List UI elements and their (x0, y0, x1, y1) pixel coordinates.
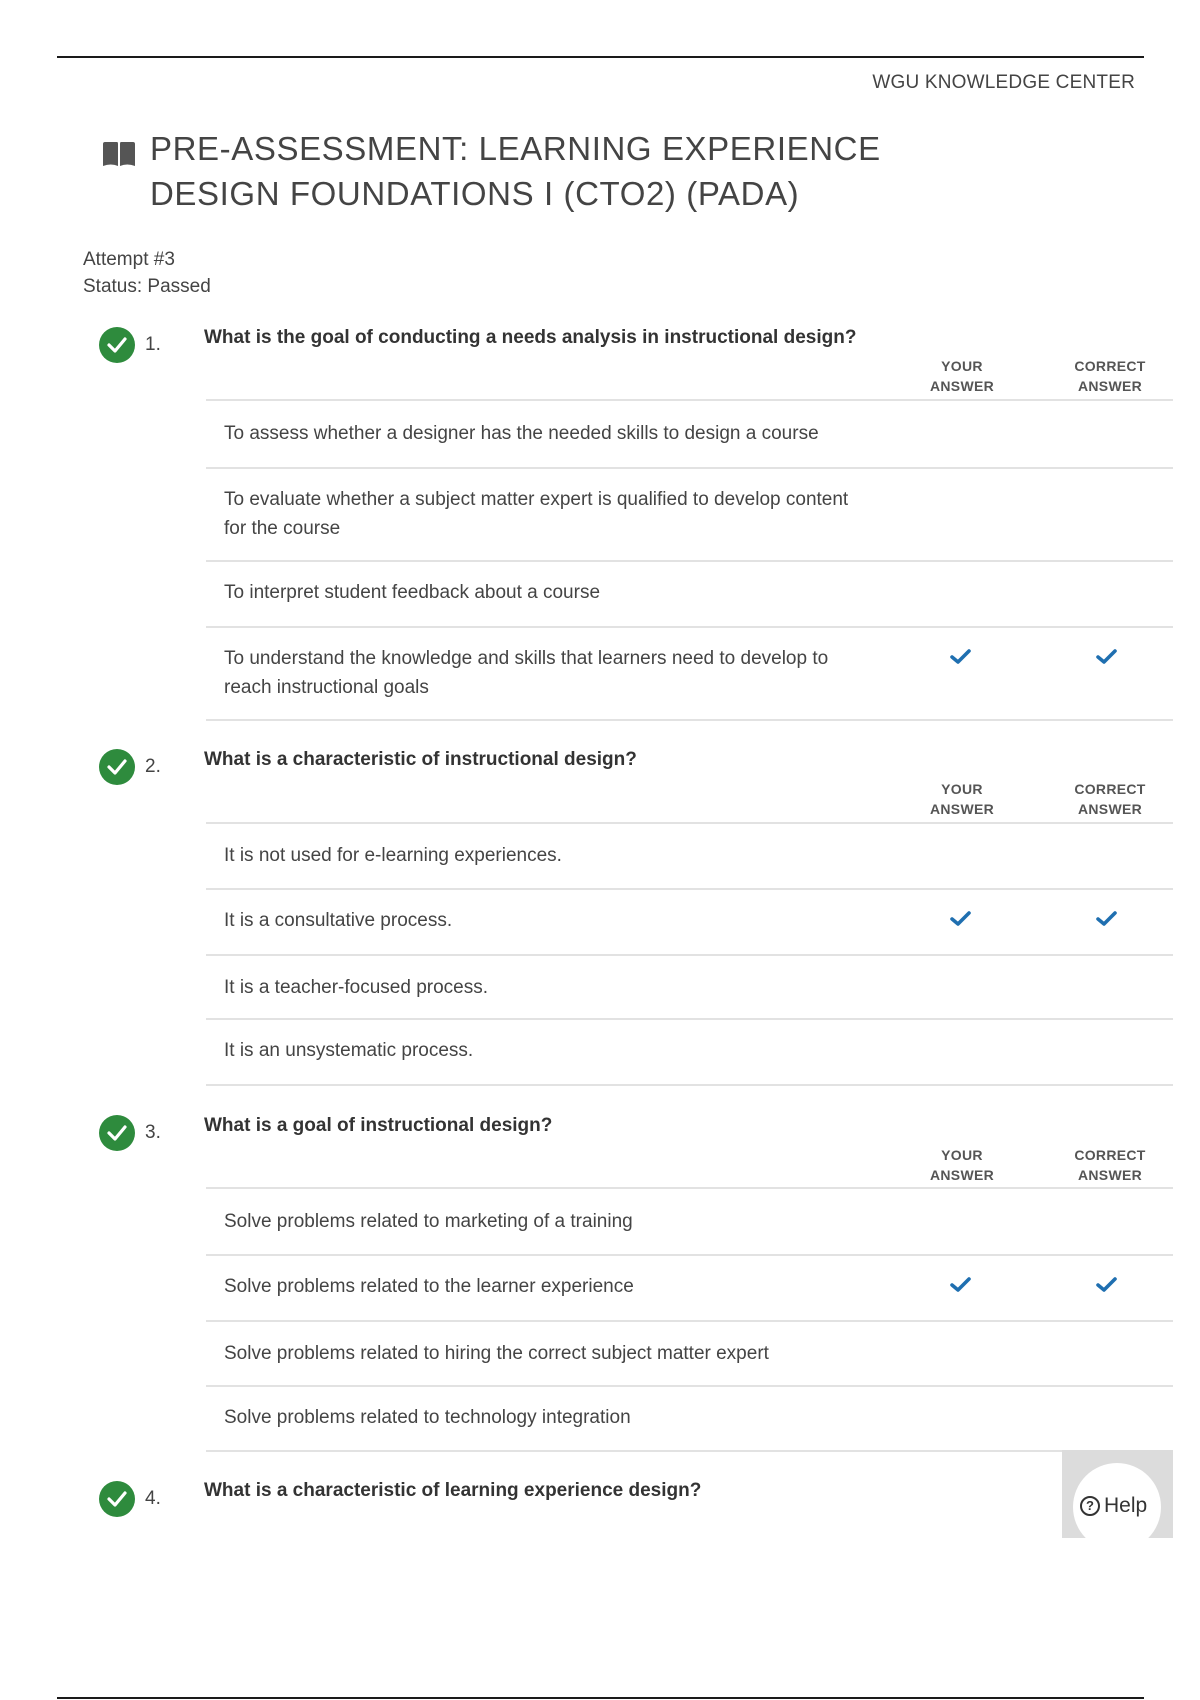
correct-check-icon (99, 1481, 135, 1517)
correct-answer-header: CORRECT ANSWER (1074, 358, 1146, 394)
answer-row (206, 469, 1173, 562)
page-title: PRE-ASSESSMENT: LEARNING EXPERIENCE DESIGN FOUNDATIONS I (CTO2) (PADA) (150, 130, 881, 212)
bottom-divider (57, 1697, 1144, 1699)
correct-check-icon (99, 1115, 135, 1151)
answer-row (206, 1020, 1173, 1086)
correct-answer-check-icon (1096, 910, 1118, 928)
correct-check-icon (99, 749, 135, 785)
answer-row (206, 1322, 1173, 1387)
top-divider (57, 56, 1144, 58)
attempt-info (83, 246, 211, 300)
answer-row (206, 824, 1173, 890)
answer-row (206, 562, 1173, 628)
question-text: What is a characteristic of learning experience design? (204, 1480, 702, 1501)
answer-text: Solve problems related to technology integration (224, 1407, 631, 1428)
org-name: WGU KNOWLEDGE CENTER (872, 72, 1135, 93)
answer-text: It is a consultative process. (224, 910, 453, 931)
answer-table (206, 1187, 1173, 1452)
answer-text: Solve problems related to marketing of a training (224, 1211, 633, 1232)
answer-row (206, 956, 1173, 1020)
answer-row (206, 890, 1173, 956)
correct-answer-header: CORRECT ANSWER (1074, 1147, 1146, 1183)
question-text: What is a characteristic of instructional design? (204, 749, 637, 770)
your-answer-header: YOUR ANSWER (929, 358, 995, 394)
answer-row (206, 1387, 1173, 1452)
your-answer-check-icon (950, 910, 972, 928)
correct-answer-check-icon (1096, 648, 1118, 666)
answer-row (206, 401, 1173, 469)
page-header (101, 126, 1010, 216)
answer-text: Solve problems related to the learner experience (224, 1276, 634, 1297)
question-number: 4. (145, 1488, 161, 1509)
correct-check-icon (99, 327, 135, 363)
answer-text: To understand the knowledge and skills that learners need to develop to reach instructional goals (224, 648, 829, 698)
answer-text: It is an unsystematic process. (224, 1040, 474, 1061)
question-circle-icon: ? (1080, 1496, 1100, 1516)
question-text: What is a goal of instructional design? (204, 1115, 553, 1136)
correct-answer-check-icon (1096, 1276, 1118, 1294)
answer-text: To interpret student feedback about a course (224, 582, 601, 603)
attempt-status: Status: Passed (83, 276, 211, 297)
question-number: 3. (145, 1122, 161, 1143)
answer-row (206, 628, 1173, 721)
help-button-label[interactable]: ? Help (1080, 1494, 1147, 1518)
your-answer-check-icon (950, 1276, 972, 1294)
answer-row (206, 1189, 1173, 1256)
book-icon (101, 140, 137, 168)
answer-table (206, 822, 1173, 1086)
attempt-number: Attempt #3 (83, 249, 175, 270)
your-answer-header: YOUR ANSWER (929, 781, 995, 817)
answer-text: To evaluate whether a subject matter expert is qualified to develop content for the course (224, 489, 849, 539)
question-number: 1. (145, 334, 161, 355)
answer-table (206, 399, 1173, 721)
answer-text: To assess whether a designer has the needed skills to design a course (224, 423, 819, 444)
answer-row (206, 1256, 1173, 1322)
answer-text: It is a teacher-focused process. (224, 977, 489, 998)
question-number: 2. (145, 756, 161, 777)
your-answer-header: YOUR ANSWER (929, 1147, 995, 1183)
question-text: What is the goal of conducting a needs analysis in instructional design? (204, 327, 857, 348)
answer-text: It is not used for e-learning experiences. (224, 845, 562, 866)
your-answer-check-icon (950, 648, 972, 666)
correct-answer-header: CORRECT ANSWER (1074, 781, 1146, 817)
answer-text: Solve problems related to hiring the correct subject matter expert (224, 1343, 769, 1364)
